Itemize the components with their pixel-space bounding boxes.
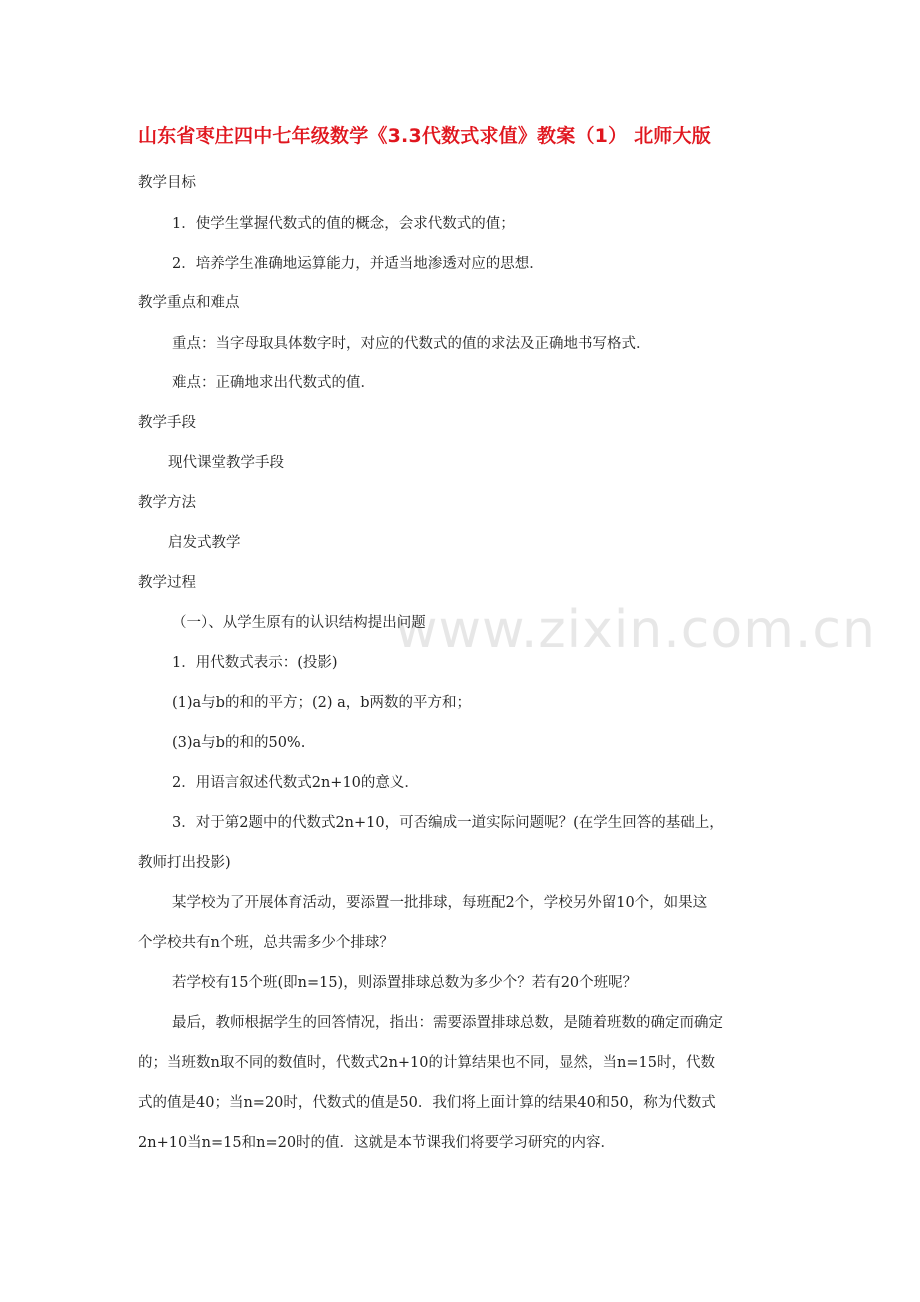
watermark: www.zixin.com.cn [395, 600, 876, 660]
question-1-parts: (1)a与b的和的平方；(2) a，b两数的平方和； [172, 695, 472, 711]
question-3: 3．对于第2题中的代数式2n+10，可否编成一道实际问题呢？(在学生回答的基础上， [172, 815, 724, 831]
key-point: 重点：当字母取具体数字时，对应的代数式的值的求法及正确地书写格式． [172, 336, 651, 352]
objective-1: 1．使学生掌握代数式的值的概念，会求代数式的值； [172, 216, 515, 232]
problem-line-2: 个学校共有n个班，总共需多少个排球？ [138, 935, 394, 951]
difficult-point: 难点：正确地求出代数式的值． [172, 375, 375, 391]
heading-teaching-process: 教学过程 [138, 575, 196, 591]
question-1-part-3: (3)a与b的和的50%. [172, 735, 306, 751]
objective-2: 2．培养学生准确地运算能力，并适当地渗透对应的思想． [172, 256, 544, 272]
problem-line-1: 某学校为了开展体育活动，要添置一批排球，每班配2个，学校另外留10个，如果这 [172, 895, 708, 911]
teaching-method: 启发式教学 [168, 535, 241, 551]
heading-teaching-means: 教学手段 [138, 415, 196, 431]
heading-teaching-method: 教学方法 [138, 495, 196, 511]
follow-up-question: 若学校有15个班(即n=15)，则添置排球总数为多少个？若有20个班呢？ [172, 975, 638, 991]
process-section-1: （一）、从学生原有的认识结构提出问题 [172, 615, 426, 631]
conclusion-line-4: 2n+10当n=15和n=20时的值．这就是本节课我们将要学习研究的内容． [138, 1135, 616, 1151]
document-title: 山东省枣庄四中七年级数学《3.3代数式求值》教案（1） 北师大版 [138, 125, 711, 147]
question-1: 1．用代数式表示：(投影) [172, 655, 338, 671]
conclusion-line-3: 式的值是40；当n=20时，代数式的值是50．我们将上面计算的结果40和50，称为代数式 [138, 1095, 716, 1111]
heading-objectives: 教学目标 [138, 175, 196, 191]
teaching-means: 现代课堂教学手段 [168, 455, 284, 471]
question-3-cont: 教师打出投影) [138, 855, 231, 871]
conclusion-line-1: 最后，教师根据学生的回答情况，指出：需要添置排球总数，是随着班数的确定而确定 [172, 1015, 723, 1031]
heading-key-points: 教学重点和难点 [138, 295, 240, 311]
question-2: 2．用语言叙述代数式2n+10的意义． [172, 775, 419, 791]
conclusion-line-2: 的；当班数n取不同的数值时，代数式2n+10的计算结果也不同，显然，当n=15时，代数 [138, 1055, 715, 1071]
